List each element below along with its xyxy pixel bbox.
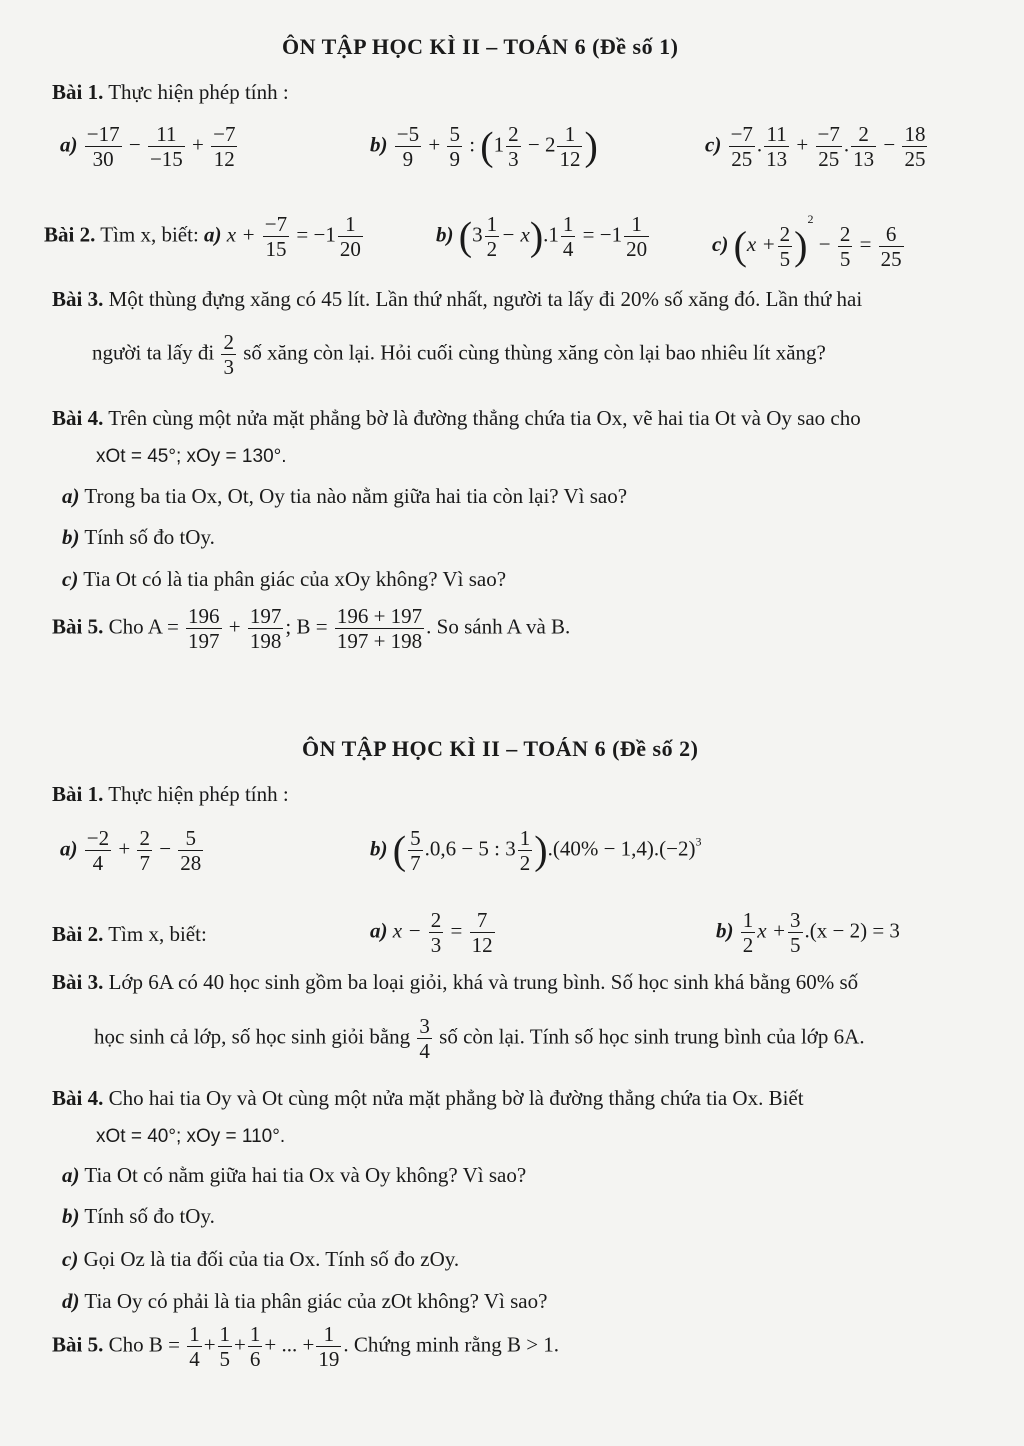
exam-2-problem-3-line-2: học sinh cả lớp, số học sinh giỏi bằng $\frac{3}{4}$ số còn lại. Tính số học sinh trung bình của lớp 6A. <box>94 1014 865 1064</box>
exam-2-problem-1-heading: Bài 1. Thực hiện phép tính : <box>52 782 289 806</box>
exam-2-problem-5: Bài 5. Cho B = $\frac{1}{4}$ + $\frac{1}{5}$ + $\frac{1}{6}$ + ... + $\frac{1}{19}$ . Chứng minh rằng B > 1. <box>52 1322 560 1372</box>
exam-1-problem-4b: b) Tính số đo tOy. <box>62 525 215 549</box>
exam-1-problem-2: Bài 2. Tìm x, biết: a) x + $\frac{-7}{15}$ = −1 $\frac{1}{20}$ <box>44 212 361 262</box>
exam-1-problem-4-line-1: Bài 4. Trên cùng một nửa mặt phẳng bờ là đường thẳng chứa tia Ox, vẽ hai tia Ot và Oy sao cho <box>52 406 861 430</box>
exam-2-problem-1a: a) $\frac{-2}{4}$ + $\frac{2}{7}$ − $\frac{5}{28}$ <box>60 826 202 876</box>
exam-1-problem-4c: c) Tia Ot có là tia phân giác của xOy không? Vì sao? <box>62 567 507 591</box>
fraction: $\frac{11}{-15}$ <box>149 122 183 172</box>
exam-1-problem-1b: b) $\frac{-5}{9}$ + $\frac{5}{9}$ : (1 $\frac{2}{3}$ − 2 $\frac{1}{12}$ ) <box>370 122 598 172</box>
exam-2-problem-4-angles: xOt = 40°; xOy = 110°. <box>96 1126 286 1147</box>
exam-2-problem-3-line-1: Bài 3. Lớp 6A có 40 học sinh gồm ba loại giỏi, khá và trung bình. Số học sinh khá bằng 60% số <box>52 970 859 994</box>
exam-1-problem-4a: a) Trong ba tia Ox, Ot, Oy tia nào nằm giữa hai tia còn lại? Vì sao? <box>62 484 628 508</box>
exam-2-problem-4b: b) Tính số đo tOy. <box>62 1204 215 1228</box>
exam-2-problem-4c: c) Gọi Oz là tia đối của tia Ox. Tính số đo zOy. <box>62 1247 460 1271</box>
exam-1-problem-3-line-2: người ta lấy đi $\frac{2}{3}$ số xăng còn lại. Hỏi cuối cùng thùng xăng còn lại bao nhiêu lít xăng? <box>92 330 826 380</box>
fraction: $\frac{-17}{30}$ <box>86 122 120 172</box>
exam-2-problem-4-line-1: Bài 4. Cho hai tia Oy và Ot cùng một nửa mặt phẳng bờ là đường thẳng chứa tia Ox. Biết <box>52 1086 804 1110</box>
fraction: $\frac{-7}{12}$ <box>213 122 236 172</box>
exam-1-problem-4-angles: xOt = 45°; xOy = 130°. <box>96 446 287 467</box>
exam-2-problem-2b: b) $\frac{1}{2}$ x + $\frac{3}{5}$ .(x − 2) = 3 <box>716 908 900 958</box>
exam-1-problem-2b: b) (3 $\frac{1}{2}$ − x).1 $\frac{1}{4}$ = −1 $\frac{1}{20}$ <box>436 212 648 262</box>
exam-2-problem-2a: a) x − $\frac{2}{3}$ = $\frac{7}{12}$ <box>370 908 493 958</box>
exam-1-problem-1c: c) $\frac{-7}{25}$ . $\frac{11}{13}$ + $\frac{-7}{25}$ . $\frac{2}{13}$ − $\frac{18}{25}$ <box>705 122 926 172</box>
exam-1-problem-1-heading: Bài 1. Thực hiện phép tính : <box>52 80 289 104</box>
exam-1-title: ÔN TẬP HỌC KÌ II – TOÁN 6 (Đề số 1) <box>282 34 679 59</box>
exam-2-title: ÔN TẬP HỌC KÌ II – TOÁN 6 (Đề số 2) <box>302 736 699 761</box>
exam-2-problem-2-heading: Bài 2. Tìm x, biết: <box>52 922 207 946</box>
exam-2-problem-1b: b) ( $\frac{5}{7}$ .0,6 − 5 : 3 $\frac{1}{2}$ )$.(40\% - 1,4).(-2)^3$ <box>370 826 702 876</box>
exam-2-problem-4d: d) Tia Oy có phải là tia phân giác của zOt không? Vì sao? <box>62 1289 548 1313</box>
exam-2-problem-4a: a) Tia Ot có nằm giữa hai tia Ox và Oy không? Vì sao? <box>62 1163 527 1187</box>
exam-1-problem-1a: a) $\frac{-17}{30}$ − $\frac{11}{-15}$ + $\frac{-7}{12}$ <box>60 122 236 172</box>
exam-1-problem-2c: c) (x + $\frac{2}{5}$ )$^2$ − $\frac{2}{5}$ = $\frac{6}{25}$ <box>712 212 902 271</box>
exam-1-problem-3-line-1: Bài 3. Một thùng đựng xăng có 45 lít. Lần thứ nhất, người ta lấy đi 20% số xăng đó. Lần thứ hai <box>52 287 863 311</box>
exam-1-problem-5: Bài 5. Cho A = $\frac{196}{197}$ + $\frac{197}{198}$ ; B = $\frac{196 + 197}{197 + 198}$ . So sánh A và B. <box>52 604 571 654</box>
